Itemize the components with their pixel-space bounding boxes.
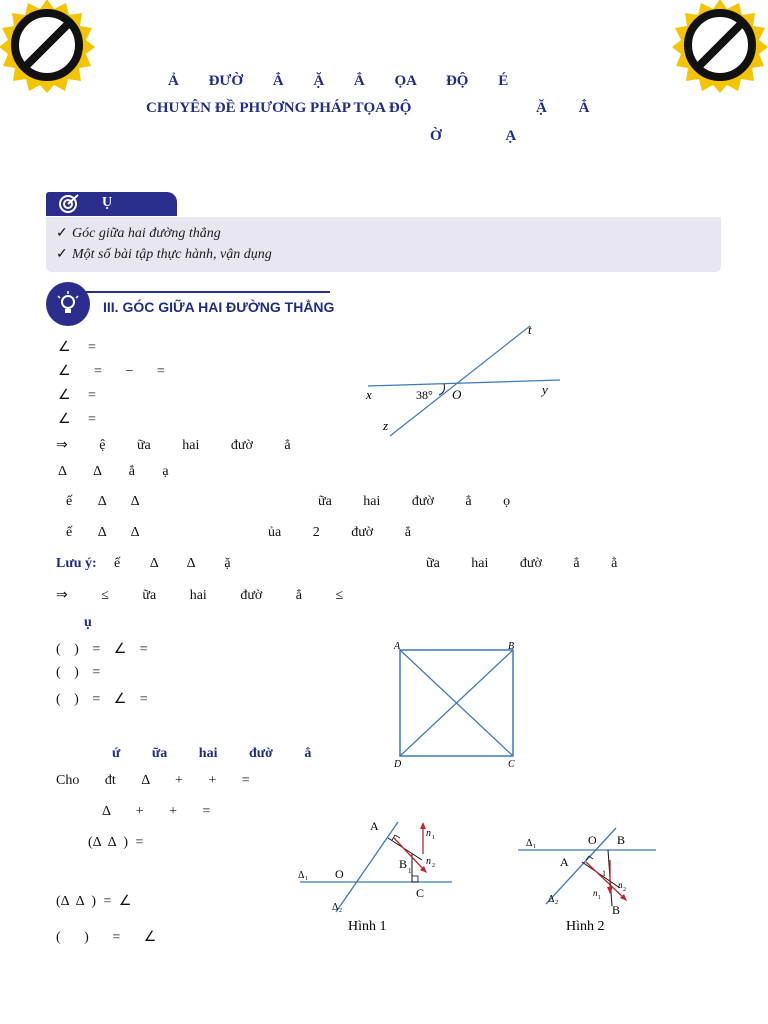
section-rule: [70, 291, 330, 293]
label-b-lower: B: [612, 903, 621, 917]
label-delta1: Δ: [526, 838, 533, 849]
check-icon: ✓: [56, 247, 68, 262]
label-delta2: Δ: [548, 894, 555, 905]
text-line: ∠ =: [58, 412, 96, 427]
header-line-2: CHUYÊN ĐỀ PHƯƠNG PHÁP TỌA ĐỘ: [146, 100, 412, 116]
no-sign-icon: [672, 0, 768, 93]
label-n2: n: [426, 856, 431, 867]
example-label: ụ: [84, 615, 92, 630]
target-icon: [58, 194, 80, 214]
label-n2-sub: 2: [432, 863, 435, 869]
label-b-sub: 1: [408, 867, 412, 875]
figure-caption: Hình 1: [348, 919, 387, 934]
objective-header: [46, 192, 177, 216]
angle-label: 38°: [416, 388, 433, 402]
text-line: ∠ =: [58, 388, 96, 403]
label-delta1-sub: 1: [533, 844, 536, 850]
objective-panel: [46, 217, 721, 272]
label-delta1: Δ: [298, 870, 305, 881]
header-line-2-tail: Ặ Ẳ: [536, 100, 590, 116]
text-line: ( ) = ∠ =: [56, 642, 148, 657]
figure-1: [296, 816, 456, 938]
label-delta1-sub: 1: [305, 876, 308, 882]
text-line: ế Δ Δ: [66, 494, 140, 509]
label-b: B: [617, 833, 626, 847]
label-o: O: [452, 387, 462, 402]
label-n2-sub: 2: [623, 887, 626, 893]
text-line: ế Δ Δ ặ: [114, 556, 231, 571]
label-o: O: [335, 867, 344, 881]
label-n1-sub: 1: [598, 895, 601, 901]
figure-caption: Hình 2: [566, 919, 605, 934]
text-line: ∠ = − =: [58, 364, 165, 379]
label-d: D: [394, 759, 402, 770]
label-delta2-sub: 2: [339, 908, 342, 914]
section-badge: [46, 282, 90, 326]
figure-2: [516, 826, 660, 938]
text-line: ế Δ Δ: [66, 525, 140, 540]
check-icon: ✓: [56, 226, 68, 241]
header-line-1: Ả ĐƯỜ Ẳ Ặ Ẳ ỌA ĐỘ É: [168, 73, 509, 89]
text-line: ⇒ ≤ ữa hai đườ ẳ ≤: [56, 588, 344, 603]
text-line: ủa 2 đườ ẳ: [268, 525, 411, 540]
label-n1: n: [426, 828, 431, 839]
note-label: Lưu ý:: [56, 556, 97, 571]
objective-item: Một số bài tập thực hành, vận dụng: [72, 247, 272, 262]
section-title: III. GÓC GIỮA HAI ĐƯỜNG THẲNG: [103, 299, 335, 315]
text-line: ⇒ ệ ữa hai đườ ẳ: [56, 438, 291, 453]
text-line: (Δ Δ ) = ∠: [56, 894, 132, 909]
text-line: ( ) = ∠ =: [56, 692, 148, 707]
text-line: Δ Δ ắ ạ: [58, 464, 169, 479]
label-delta2-sub: 2: [555, 900, 558, 906]
label-n1-sub: 1: [432, 835, 435, 841]
label-a: A: [370, 819, 379, 833]
text-line: Δ + + =: [102, 804, 211, 819]
label-n1: n: [593, 888, 598, 898]
label-y: y: [542, 382, 548, 397]
label-x: x: [366, 387, 372, 402]
text-line: ( ) =: [56, 665, 101, 680]
text-line: Cho đt Δ + + =: [56, 773, 250, 788]
text-line: ữa hai đườ ẳ ọ: [318, 494, 511, 509]
label-c: C: [416, 886, 425, 900]
angle-figure: [360, 318, 570, 440]
label-b: B: [508, 641, 515, 652]
label-o: O: [588, 833, 597, 847]
label-a: A: [560, 855, 569, 869]
label-a: A: [394, 641, 401, 652]
formula-title: ứ ữa hai đườ ẳ: [112, 746, 312, 761]
no-sign-icon: [0, 0, 95, 93]
label-t: t: [528, 322, 532, 337]
text-line: ( ) = ∠: [56, 930, 157, 945]
header-line-3: Ờ Ạ: [430, 128, 517, 144]
square-figure: [390, 638, 526, 770]
label-z: z: [383, 418, 389, 433]
label-one: 1: [602, 869, 606, 878]
label-b: B: [399, 857, 408, 871]
text-line: ∠ =: [58, 340, 96, 355]
text-line: ữa hai đườ ẳ ằ: [426, 556, 618, 571]
objective-item: Góc giữa hai đường thẳng: [72, 226, 221, 241]
lightbulb-icon: [56, 291, 80, 317]
label-c: C: [508, 759, 515, 770]
objective-label: Ụ: [102, 195, 113, 210]
label-delta2: Δ: [332, 902, 339, 913]
label-n2: n: [618, 880, 623, 890]
text-line: (Δ Δ ) =: [88, 835, 144, 850]
